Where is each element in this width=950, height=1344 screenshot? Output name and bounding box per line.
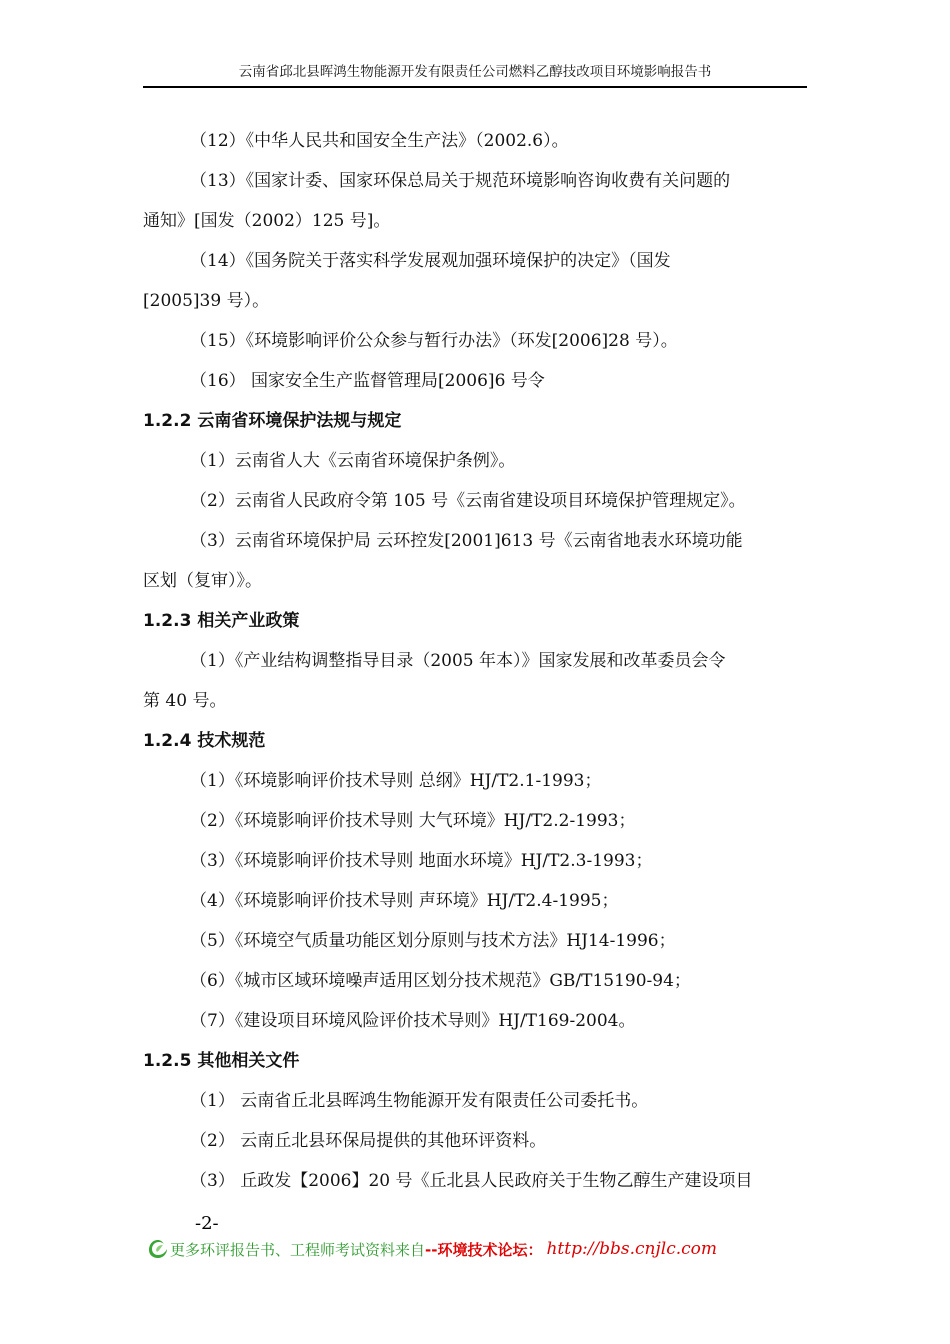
footer-forum-label: --环境技术论坛： [425, 1240, 543, 1259]
section-heading: 1.2.5 其他相关文件 [143, 1051, 300, 1071]
body-line: （2）《环境影响评价技术导则 大气环境》HJ/T2.2-1993； [190, 811, 636, 831]
body-line: （13）《国家计委、国家环保总局关于规范环境影响咨询收费有关问题的 [190, 171, 731, 191]
body-line: 通知》[国发（2002）125 号]。 [143, 211, 391, 231]
body-line: （6）《城市区域环境噪声适用区划分技术规范》GB/T15190-94； [190, 971, 691, 991]
body-line: （1）《产业结构调整指导目录（2005 年本）》国家发展和改革委员会令 [190, 651, 726, 671]
body-line: （4）《环境影响评价技术导则 声环境》HJ/T2.4-1995； [190, 891, 619, 911]
body-line: （3）云南省环境保护局 云环控发[2001]613 号《云南省地表水环境功能 [190, 531, 743, 551]
body-line: （2）云南省人民政府令第 105 号《云南省建设项目环境保护管理规定》。 [190, 491, 746, 511]
header-title: 云南省邱北县晖鸿生物能源开发有限责任公司燃料乙醇技改项目环境影响报告书 [238, 64, 712, 80]
footer-text: 更多环评报告书、工程师考试资料来自 [170, 1240, 426, 1259]
section-heading: 1.2.3 相关产业政策 [143, 611, 300, 631]
body-line: （12）《中华人民共和国安全生产法》（2002.6）。 [190, 131, 569, 151]
page-header [143, 62, 807, 88]
body-line: （3）《环境影响评价技术导则 地面水环境》HJ/T2.3-1993； [190, 851, 653, 871]
body-line: （15）《环境影响评价公众参与暂行办法》（环发[2006]28 号）。 [190, 331, 678, 351]
body-line: （1） 云南省丘北县晖鸿生物能源开发有限责任公司委托书。 [190, 1091, 649, 1111]
body-line: （5）《环境空气质量功能区划分原则与技术方法》HJ14-1996； [190, 931, 676, 951]
body-line: （7）《建设项目环境风险评价技术导则》HJ/T169-2004。 [190, 1011, 636, 1031]
body-line: 区划（复审）》。 [143, 571, 262, 591]
body-line: 第 40 号。 [143, 691, 227, 711]
body-line: （1）《环境影响评价技术导则 总纲》HJ/T2.1-1993； [190, 771, 602, 791]
leaf-logo-icon [148, 1239, 168, 1259]
body-line: （14）《国务院关于落实科学发展观加强环境保护的决定》（国发 [190, 251, 671, 271]
body-line: [2005]39 号）。 [143, 291, 270, 311]
footer-url-link[interactable]: http://bbs.cnjlc.com [546, 1239, 718, 1259]
body-line: （3） 丘政发【2006】20 号《丘北县人民政府关于生物乙醇生产建设项目 [190, 1171, 753, 1191]
section-heading: 1.2.2 云南省环境保护法规与规定 [143, 411, 402, 431]
footer-banner[interactable] [148, 1236, 717, 1262]
section-heading: 1.2.4 技术规范 [143, 731, 266, 751]
page-number: -2- [195, 1213, 219, 1234]
body-line: （1）云南省人大《云南省环境保护条例》。 [190, 451, 516, 471]
body-line: （16） 国家安全生产监督管理局[2006]6 号令 [190, 371, 545, 391]
body-line: （2） 云南丘北县环保局提供的其他环评资料。 [190, 1131, 547, 1151]
